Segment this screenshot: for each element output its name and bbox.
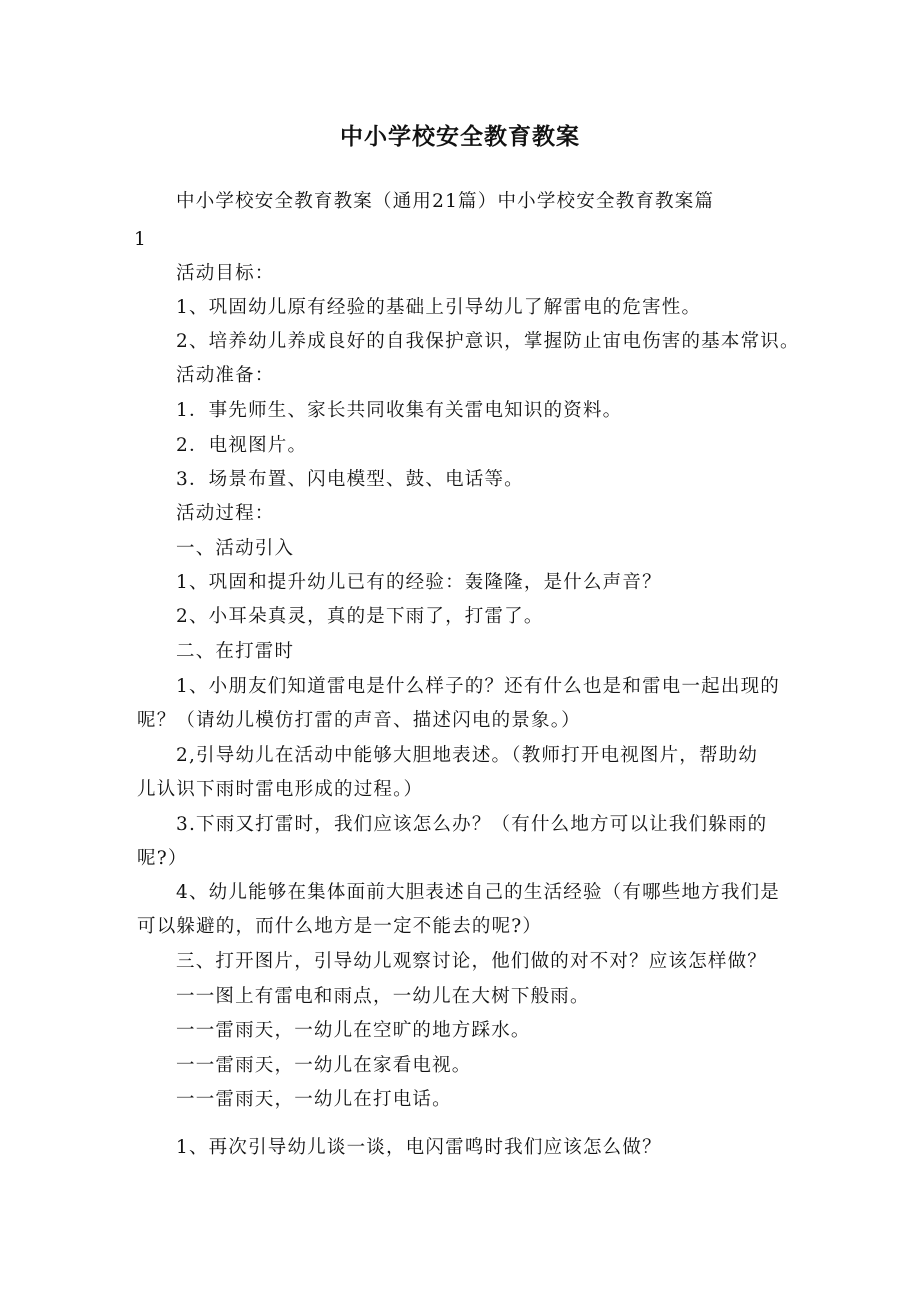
thunder-item-2: 2,引导幼儿在活动中能够大胆地表述。（教师打开电视图片，帮助幼 <box>176 745 759 766</box>
process-item-2: 2、小耳朵真灵，真的是下雨了，打雷了。 <box>176 606 544 627</box>
thunder-item-3: 3.下雨又打雷时，我们应该怎么办？（有什么地方可以让我们躲雨的 <box>176 814 768 835</box>
picture-item-3: 一一雷雨天，一幼儿在家看电视。 <box>176 1055 472 1076</box>
subsection-heading-pictures: 三、打开图片，引导幼儿观察讨论，他们做的对不对？应该怎样做？ <box>176 951 768 972</box>
thunder-item-4: 4、幼儿能够在集体面前大胆表述自己的生活经验（有哪些地方我们是 <box>176 882 780 903</box>
process-item-1: 1、巩固和提升幼儿已有的经验：轰隆隆，是什么声音？ <box>176 572 662 593</box>
thunder-item-1: 1、小朋友们知道雷电是什么样子的？还有什么也是和雷电一起出现的 <box>176 676 780 697</box>
preparation-item-2: 2．电视图片。 <box>176 435 308 456</box>
goal-item-2: 2、培养幼儿养成良好的自我保护意识，掌握防止宙电伤害的基本常识。 <box>176 331 800 352</box>
picture-item-2: 一一雷雨天，一幼儿在空旷的地方踩水。 <box>176 1020 531 1041</box>
preparation-item-1: 1．事先师生、家长共同收集有关雷电知识的资料。 <box>176 400 623 421</box>
intro-line-continued: 1 <box>134 229 147 250</box>
thunder-item-1-continued: 呢？（请幼儿模仿打雷的声音、描述闪电的景象。） <box>137 710 581 731</box>
picture-item-4: 一一雷雨天，一幼儿在打电话。 <box>176 1089 452 1110</box>
goal-item-1: 1、巩固幼儿原有经验的基础上引导幼儿了解雷电的危害性。 <box>176 297 702 318</box>
picture-item-1: 一一图上有雷电和雨点，一幼儿在大树下般雨。 <box>176 986 590 1007</box>
preparation-item-3: 3．场景布置、闪电模型、鼓、电话等。 <box>176 469 524 490</box>
thunder-item-4-continued: 可以躲避的，而什么地方是一定不能去的呢?） <box>137 916 543 937</box>
section-heading-goals: 活动目标： <box>176 263 275 284</box>
intro-line: 中小学校安全教育教案（通用21篇）中小学校安全教育教案篇 <box>176 191 715 212</box>
subsection-heading-thunder: 二、在打雷时 <box>176 641 295 662</box>
subsection-heading-intro: 一、活动引入 <box>176 538 295 559</box>
section-heading-process: 活动过程： <box>176 503 275 524</box>
discussion-item-1: 1、再次引导幼儿谈一谈，电闪雷鸣时我们应该怎么做？ <box>176 1137 662 1158</box>
section-heading-preparation: 活动准备： <box>176 365 275 386</box>
thunder-item-3-continued: 呢?） <box>137 848 188 869</box>
document-title: 中小学校安全教育教案 <box>340 124 580 150</box>
thunder-item-2-continued: 儿认识下雨时雷电形成的过程。） <box>137 779 424 800</box>
